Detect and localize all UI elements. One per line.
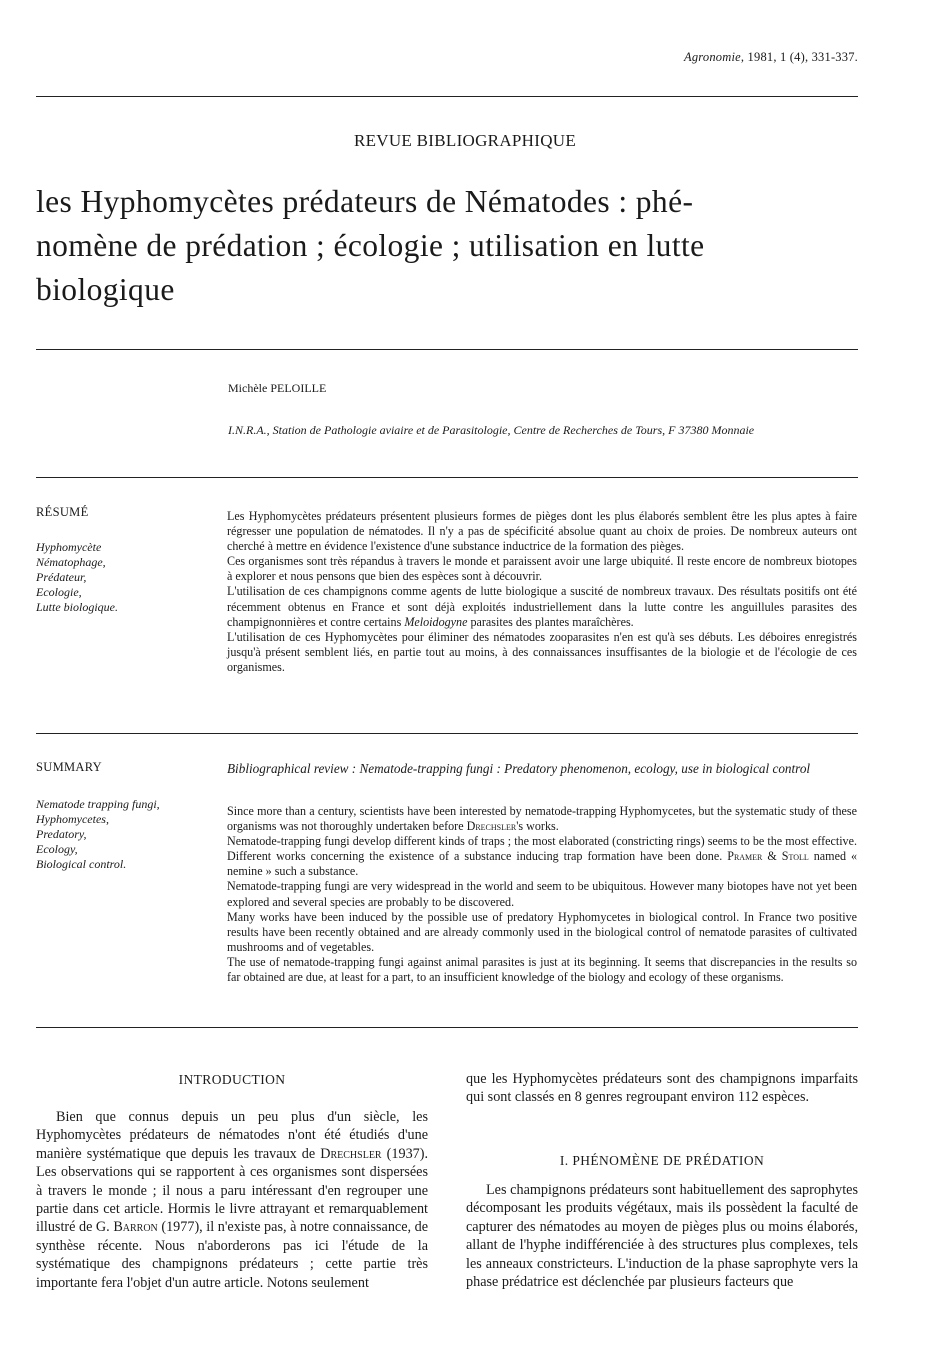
summary-paragraph: Nematode-trapping fungi develop different kinds of traps ; the most elaborated (constricting rings) seems to be the most effective. Different works concerning the existence of a substance inducing trap formation have been done. Pramer & Stoll named « nemine » such a substance. [227, 834, 858, 879]
section-text [466, 1181, 858, 1291]
keyword: Predatory, [36, 827, 87, 841]
resume-rule [36, 733, 858, 734]
resume-paragraph: Les Hyphomycètes prédateurs présentent plusieurs formes de pièges dont les plus élaborés semblent être les plus aptes à faire régresser une population de nématodes. Il n'y a pas de spécificité absolue quant au choix de proies. De nombreux auteurs ont cherché à mettre en évidence l'existence d'une substance inductrice de la formation des pièges. [227, 509, 857, 554]
summary-paragraph: Many works have been induced by the possible use of predatory Hyphomycetes in biological control. In France two positive results have been recently obtained and are already commonly used in the biological control of nematode parasites of cultivated mushrooms and of vegetables. [227, 909, 857, 954]
title-line: nomène de prédation ; écologie ; utilisation en lutte [36, 228, 705, 263]
introduction-continued [466, 1070, 858, 1107]
title-rule [36, 349, 858, 350]
introduction-text [36, 1108, 428, 1292]
header-rule [36, 96, 858, 97]
summary-title: Bibliographical review : Nematode-trapping fungi : Predatory phenomenon, ecology, use in biological control [227, 761, 811, 776]
keyword: Ecologie, [36, 585, 82, 599]
keyword: Prédateur, [36, 570, 87, 584]
journal-volume: 1981, 1 (4), 331-337. [747, 50, 858, 64]
author-citation: Barron [113, 1219, 158, 1236]
keyword: Biological control. [36, 857, 127, 871]
summary-keywords [36, 797, 160, 872]
affiliation-rule [36, 477, 858, 478]
resume-paragraph: Ces organismes sont très répandus à travers le monde et paraissent avoir une large ubiquité. Il reste encore de nombreux biotopes à explorer et nous pensons que bien des espèces sont à découvrir. [227, 554, 857, 584]
summary-paragraph: Nematode-trapping fungi are very widespread in the world and seem to be ubiquitous. However many biotopes have not yet been explored and several species are probably to be discovered. [227, 879, 857, 909]
author-citation: Drechsler [320, 1145, 382, 1162]
keyword: Nématophage, [36, 555, 106, 569]
section-kicker: REVUE BIBLIOGRAPHIQUE [353, 131, 577, 150]
title-line: les Hyphomycètes prédateurs de Nématodes : phé- [36, 184, 694, 219]
resume-paragraph: L'utilisation de ces champignons comme agents de lutte biologique a suscité de nombreux travaux. Des résultats positifs ont été récemment obtenus en France et sont déjà exploités industriellement dans la lutte contre les anguillules parasites des champignonnières et contre certains Meloidogyne parasites des plantes maraîchères. [227, 584, 857, 629]
keyword: Hyphomycetes, [36, 812, 109, 826]
introduction-heading: INTRODUCTION [178, 1072, 286, 1087]
resume-heading: RÉSUMÉ [36, 505, 89, 519]
resume-paragraph: L'utilisation de ces Hyphomycètes pour éliminer des nématodes zooparasites n'en est qu'à ses débuts. Les déboires enregistrés jusqu'à présent semblent liés, en partie tout au moins, à des connaissances insuffisantes de la biologie et de l'écologie de ces organismes. [227, 629, 857, 674]
author-citation: Drechsler [466, 819, 517, 834]
summary-paragraph: Since more than a century, scientists have been interested by nematode-trapping Hyphomycetes, but the systematic study of these organisms was not thoroughly undertaken before Drechsler's works. [227, 804, 857, 834]
author-name: Michèle PELOILLE [228, 381, 327, 395]
body-paragraph: Bien que connus depuis un peu plus d'un siècle, les Hyphomycètes prédateurs de nématodes n'ont été étudiés d'une manière systématique que depuis les travaux de Drechsler (1937). Les observations qui se rapportent à ces organismes sont dispersées à travers le monde ; il nous a paru intéressant d'en regrouper une partie dans cet article. Hormis le livre attrayant et remarquablement illustré de G. Barron (1977), il n'existe pas, à notre connaissance, de synthèse récente. Nous n'aborderons pas ici l'étude de la systématique des champignons prédateurs ; cette partie très importante fera l'objet d'un autre article. Notons seulement [36, 1109, 429, 1291]
keyword: Ecology, [36, 842, 78, 856]
keyword: Hyphomycète [36, 540, 102, 554]
body-paragraph: Les champignons prédateurs sont habituellement des saprophytes décomposant les produits végétaux, mais ils possèdent la faculté de capturer des nématodes au moyen de pièges plus ou moins élaborés, allant de l'hyphe indifférenciée à des structures plus complexes, tels les anneaux constricteurs. L'induction de la phase saprophyte vers la phase prédatrice est déclenchée par plusieurs facteurs que [466, 1182, 858, 1291]
journal-name: Agronomie [684, 50, 741, 64]
keyword: Lutte biologique. [36, 600, 118, 614]
keyword: Nematode trapping fungi, [36, 797, 160, 811]
genus-name: Meloidogyne [404, 614, 468, 629]
author-citation: Pramer & Stoll [727, 849, 809, 864]
article-title [36, 180, 866, 312]
journal-citation: Agronomie, 1981, 1 (4), 331-337. [684, 50, 858, 64]
summary-paragraph: The use of nematode-trapping fungi against animal parasites is just at its beginning. It seems that discrepancies in the results so far obtained are due, at least for a part, to an insufficient knowledge of the biology and ecology of these organisms. [227, 954, 857, 985]
summary-rule [36, 1027, 858, 1028]
body-paragraph: que les Hyphomycètes prédateurs sont des champignons imparfaits qui sont classés en 8 genres regroupant environ 112 espèces. [466, 1071, 858, 1106]
summary-text [227, 804, 857, 985]
section-heading: I. PHÉNOMÈNE DE PRÉDATION [559, 1153, 765, 1168]
summary-heading: SUMMARY [36, 760, 103, 774]
author-affiliation: I.N.R.A., Station de Pathologie aviaire et de Parasitologie, Centre de Recherches de Tours, F 37380 Monnaie [228, 423, 755, 437]
resume-keywords [36, 540, 118, 615]
title-line: biologique [36, 272, 175, 307]
resume-text [227, 509, 857, 675]
